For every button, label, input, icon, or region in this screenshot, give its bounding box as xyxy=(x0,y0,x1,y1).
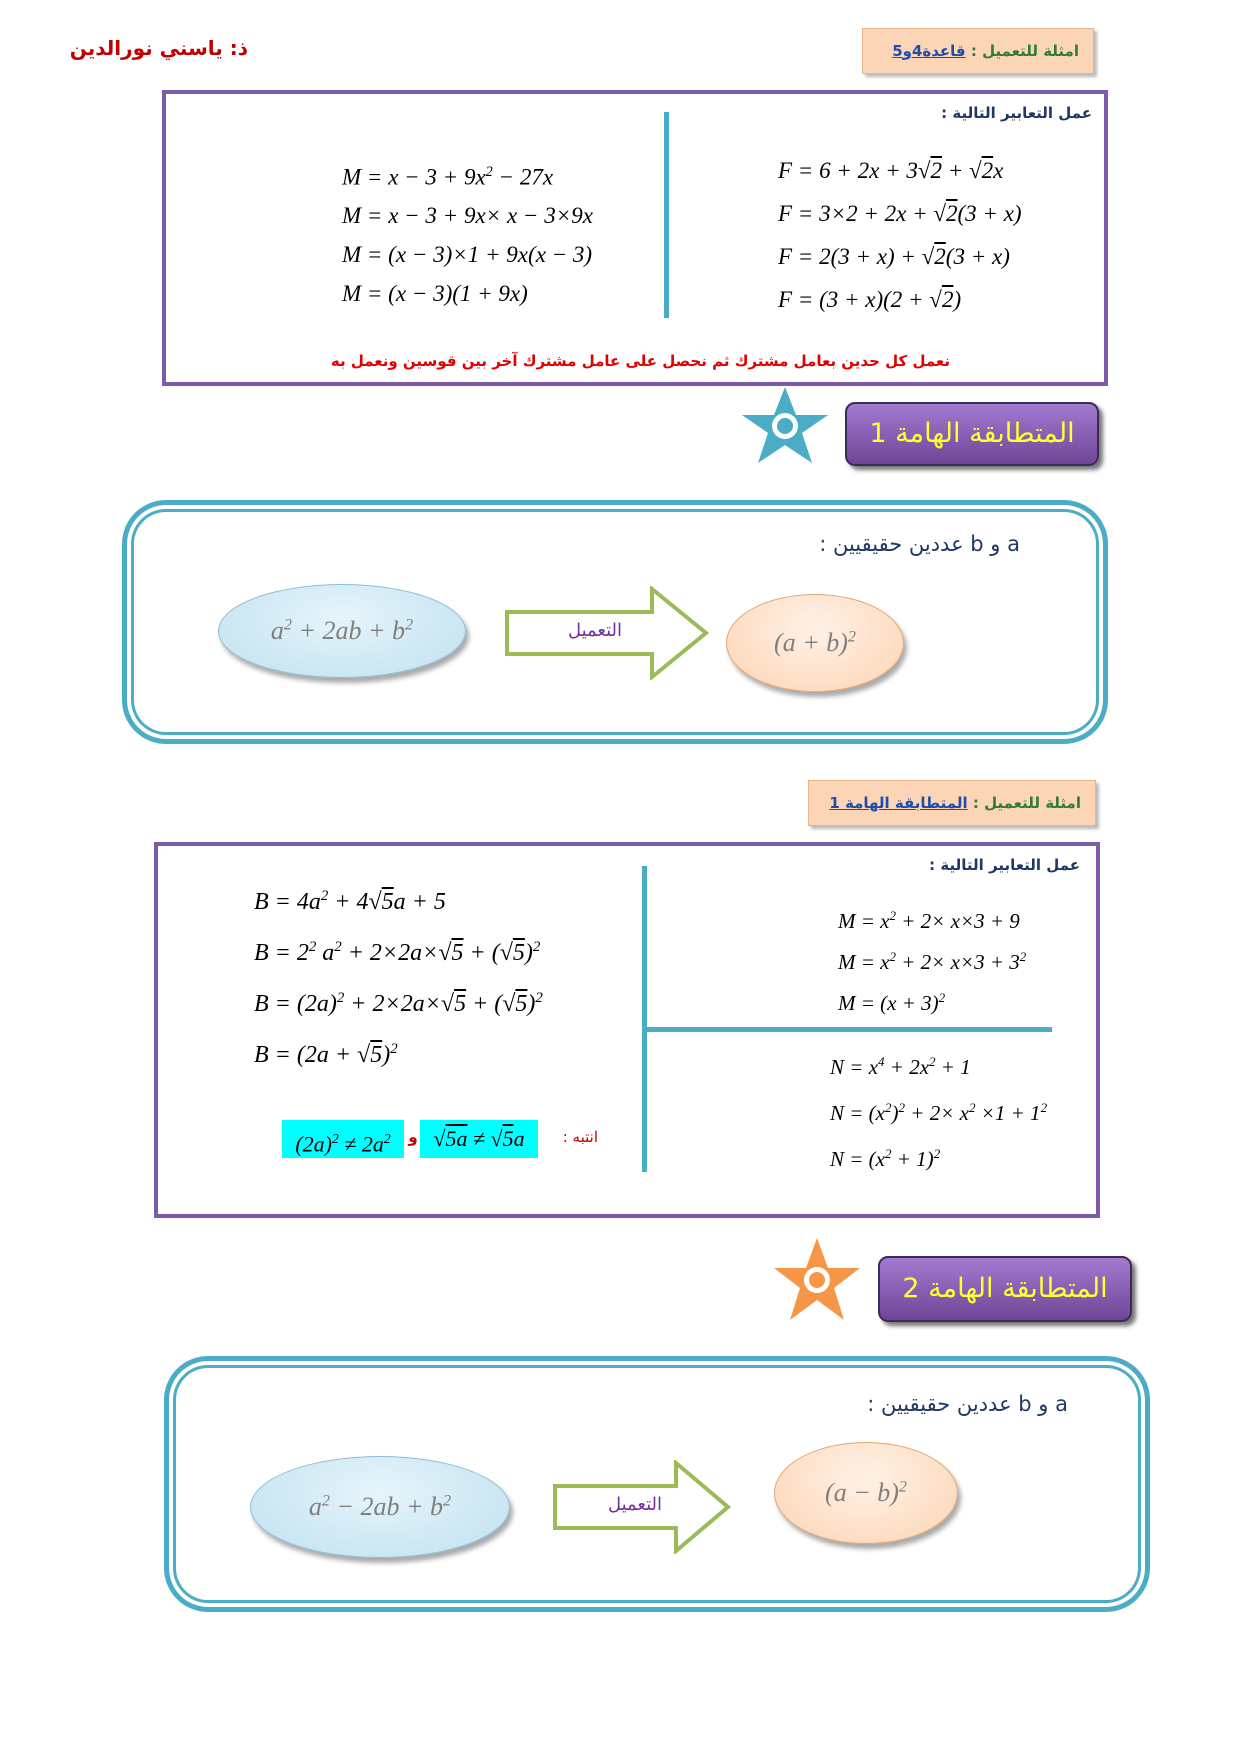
identity1-statement: a و b عددين حقيقيين : xyxy=(819,532,1020,556)
warning-expression-1: √5a ≠ √5a xyxy=(420,1120,538,1158)
B-line-1: $B = 4a^2 + 4√5a + 5$ xyxy=(254,888,446,915)
section2-tag-link[interactable]: المتطابقة الهامة 1 xyxy=(829,794,968,812)
identity1-left-oval: $a^2 + 2ab + b^2$ xyxy=(218,584,466,678)
section2-tag xyxy=(808,780,1096,826)
warning-expression-2: $(2a)^2 \ne 2a^2$ xyxy=(282,1120,404,1158)
identity2-statement: a و b عددين حقيقيين : xyxy=(867,1392,1068,1416)
identity1-banner: المتطابقة الهامة 1 xyxy=(845,402,1099,466)
identity2-arrow-label: التعميل xyxy=(607,1494,663,1515)
identity2-left-oval: $a^2 - 2ab + b^2$ xyxy=(250,1456,510,1558)
section1-tag-prefix: امثلة للتعميل : xyxy=(970,42,1079,60)
section1-instruction: عمل التعابير التالية : xyxy=(941,104,1092,122)
section2-M-block xyxy=(838,908,1078,1031)
identity1-arrow-label: التعميل xyxy=(567,620,623,641)
section1-tag xyxy=(862,28,1094,74)
section1-divider xyxy=(664,112,669,318)
section2-N-block xyxy=(830,1054,1090,1192)
M-line-2: M = x − 3 + 9x× x − 3×9x xyxy=(342,203,593,228)
section1-tag-link[interactable]: قاعدة4و5 xyxy=(892,42,966,60)
F-line-4: F = (3 + x)(2 + √2) xyxy=(778,287,962,312)
N-line-1: $N = x^4 + 2x^2 + 1$ xyxy=(830,1054,971,1079)
section1-note: نعمل كل حدين بعامل مشترك ثم نحصل على عامل مشترك آخر بين قوسين ونعمل به xyxy=(330,352,950,370)
F-line-2: F = 3×2 + 2x + √2(3 + x) xyxy=(778,201,1022,226)
M2-line-1: $M = x^2 + 2\times x\times 3 + 9$ xyxy=(838,908,1020,933)
M-line-1: $M = x - 3 + 9x^2 - 27x$ xyxy=(342,164,554,190)
identity2-right-oval: $(a - b)^2$ xyxy=(774,1442,958,1544)
B-line-2: $B = 2^2$ $a^2 + 2\times 2a\times√5 + (√5)^2$ xyxy=(254,939,541,966)
author-name: ذ: ياسني نورالدين xyxy=(69,36,248,60)
M2-line-3: $M = (x + 3)^2$ xyxy=(838,990,946,1015)
section1-M-block xyxy=(342,164,642,320)
star-icon-1 xyxy=(738,385,832,467)
warning-and: و xyxy=(408,1128,418,1146)
N-line-3: $N = (x^2 + 1)^2$ xyxy=(830,1146,941,1171)
B-line-4: $B = (2a + √5)^2$ xyxy=(254,1041,398,1068)
N-line-2: $N = (x^2)^2 + 2\times x^2 \times 1 + 1^2$ xyxy=(830,1100,1048,1125)
identity2-banner: المتطابقة الهامة 2 xyxy=(878,1256,1132,1322)
identity1-right-oval: $(a + b)^2$ xyxy=(726,594,904,692)
section2-instruction: عمل التعابير التالية : xyxy=(929,856,1080,874)
M2-line-2: $M = x^2 + 2\times x\times 3 + 3^2$ xyxy=(838,949,1027,974)
section2-vertical-divider xyxy=(642,866,647,1172)
M-line-3: M = (x − 3)×1 + 9x(x − 3) xyxy=(342,242,593,267)
section2-tag-prefix: امثلة للتعميل : xyxy=(972,794,1081,812)
section1-F-block xyxy=(778,158,1078,330)
M-line-4: M = (x − 3)(1 + 9x) xyxy=(342,281,528,306)
F-line-3: F = 2(3 + x) + √2(3 + x) xyxy=(778,244,1010,269)
section2-B-block xyxy=(254,888,634,1092)
star-icon-2 xyxy=(770,1236,864,1324)
F-line-1: F = 6 + 2x + 3√2 + √2x xyxy=(778,158,1004,183)
B-line-3: $B = (2a)^2 + 2\times 2a\times√5 + (√5)^2$ xyxy=(254,990,543,1017)
warning-label: انتبه : xyxy=(562,1128,598,1146)
